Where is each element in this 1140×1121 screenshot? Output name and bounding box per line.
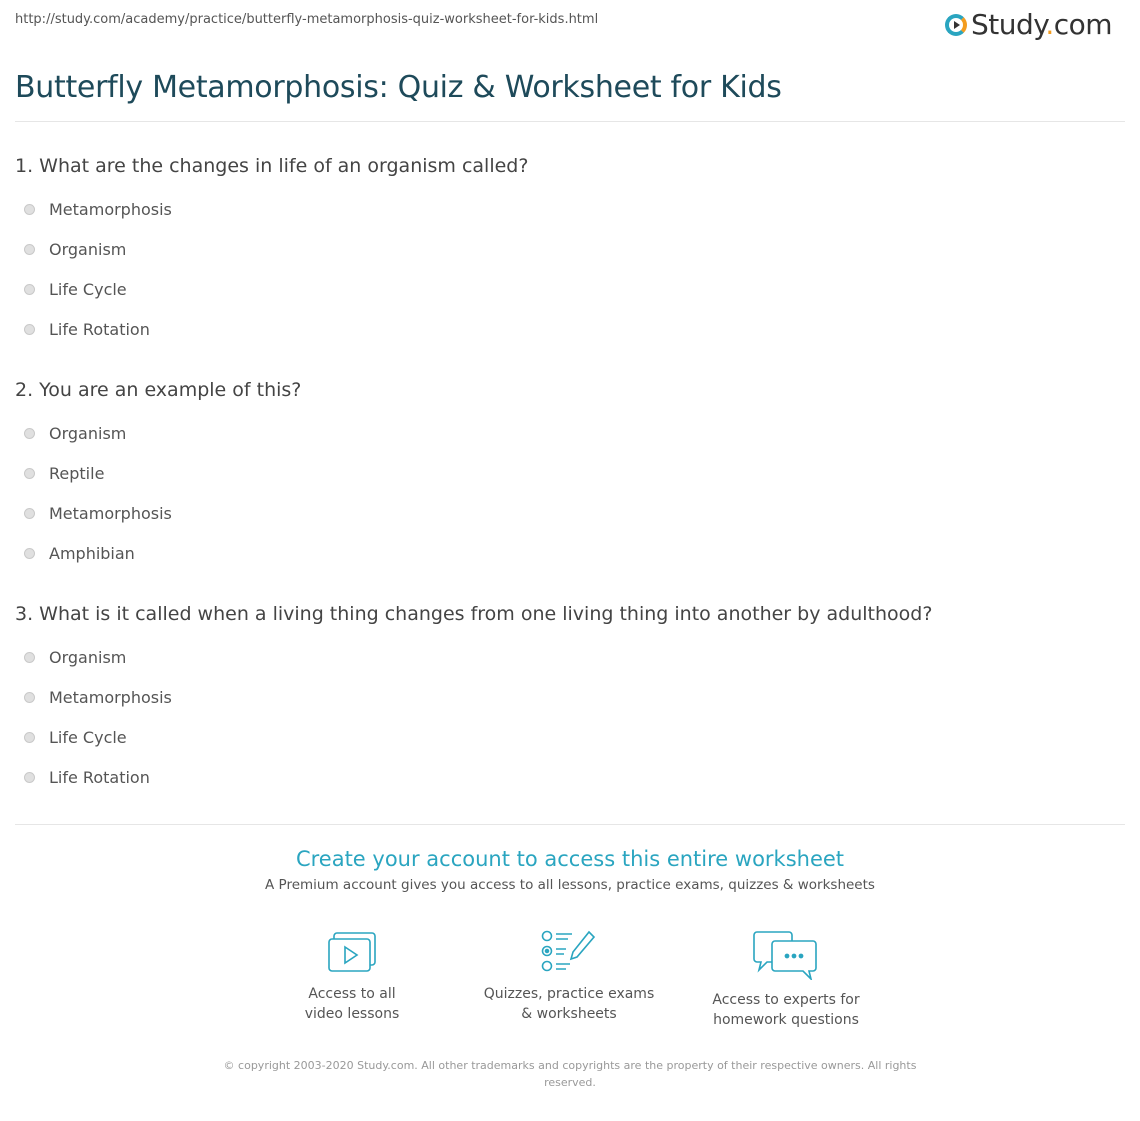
radio-icon[interactable] <box>24 244 35 255</box>
question-2 <box>15 379 301 573</box>
answer-option[interactable] <box>15 677 932 717</box>
page-url: http://study.com/academy/practice/butterfly-metamorphosis-quiz-worksheet-for-kids.html <box>15 12 599 27</box>
question-1 <box>15 155 528 349</box>
study-logo[interactable] <box>945 8 1112 41</box>
copyright-footer: © copyright 2003-2020 Study.com. All other trademarks and copyrights are the property of their respective owners. All rights reserved. <box>223 1059 917 1089</box>
page-title: Butterfly Metamorphosis: Quiz & Worksheet for Kids <box>15 70 782 105</box>
feature-quizzes <box>469 930 669 1024</box>
option-label: Reptile <box>49 463 105 483</box>
option-label: Metamorphosis <box>49 503 172 523</box>
radio-icon[interactable] <box>24 204 35 215</box>
radio-icon[interactable] <box>24 468 35 479</box>
feature-video-lessons <box>252 930 452 1024</box>
option-label: Metamorphosis <box>49 687 172 707</box>
divider <box>15 121 1125 122</box>
radio-icon[interactable] <box>24 324 35 335</box>
create-account-link[interactable]: Create your account to access this entire worksheet <box>295 847 845 871</box>
signup-cta <box>0 847 1140 893</box>
answer-option[interactable] <box>15 757 932 797</box>
answer-option[interactable] <box>15 189 528 229</box>
radio-icon[interactable] <box>24 772 35 783</box>
answer-option[interactable] <box>15 717 932 757</box>
question-text: 1. What are the changes in life of an organism called? <box>15 155 529 177</box>
feature-line: Access to all <box>308 986 396 1002</box>
radio-icon[interactable] <box>24 284 35 295</box>
feature-line: homework questions <box>713 1012 859 1028</box>
logo-play-icon <box>945 14 967 36</box>
radio-icon[interactable] <box>24 692 35 703</box>
answer-option[interactable] <box>15 533 301 573</box>
cta-subtitle: A Premium account gives you access to all lessons, practice exams, quizzes & worksheets <box>265 877 875 893</box>
logo-text: Study.com <box>971 8 1113 41</box>
radio-icon[interactable] <box>24 548 35 559</box>
answer-option[interactable] <box>15 453 301 493</box>
option-label: Metamorphosis <box>49 199 172 219</box>
video-icon <box>327 930 377 974</box>
answer-option[interactable] <box>15 413 301 453</box>
option-label: Organism <box>49 239 127 259</box>
feature-line: Quizzes, practice exams <box>483 986 655 1002</box>
feature-line: video lessons <box>304 1006 400 1022</box>
answer-option[interactable] <box>15 493 301 533</box>
option-label: Organism <box>49 423 127 443</box>
option-label: Amphibian <box>49 543 135 563</box>
option-label: Life Cycle <box>49 727 127 747</box>
option-label: Organism <box>49 647 127 667</box>
question-text: 3. What is it called when a living thing changes from one living thing into another by adulthood? <box>15 603 933 625</box>
chat-icon <box>753 930 819 980</box>
divider <box>15 824 1125 825</box>
option-label: Life Cycle <box>49 279 127 299</box>
option-label: Life Rotation <box>49 319 150 339</box>
question-text: 2. You are an example of this? <box>15 379 302 401</box>
question-3 <box>15 603 932 797</box>
feature-line: Access to experts for <box>712 992 860 1008</box>
feature-experts <box>686 930 886 1030</box>
answer-option[interactable] <box>15 637 932 677</box>
feature-line: & worksheets <box>521 1006 617 1022</box>
radio-icon[interactable] <box>24 428 35 439</box>
radio-icon[interactable] <box>24 732 35 743</box>
radio-icon[interactable] <box>24 508 35 519</box>
answer-option[interactable] <box>15 309 528 349</box>
radio-icon[interactable] <box>24 652 35 663</box>
option-label: Life Rotation <box>49 767 150 787</box>
answer-option[interactable] <box>15 269 528 309</box>
quiz-icon <box>541 930 597 974</box>
answer-option[interactable] <box>15 229 528 269</box>
